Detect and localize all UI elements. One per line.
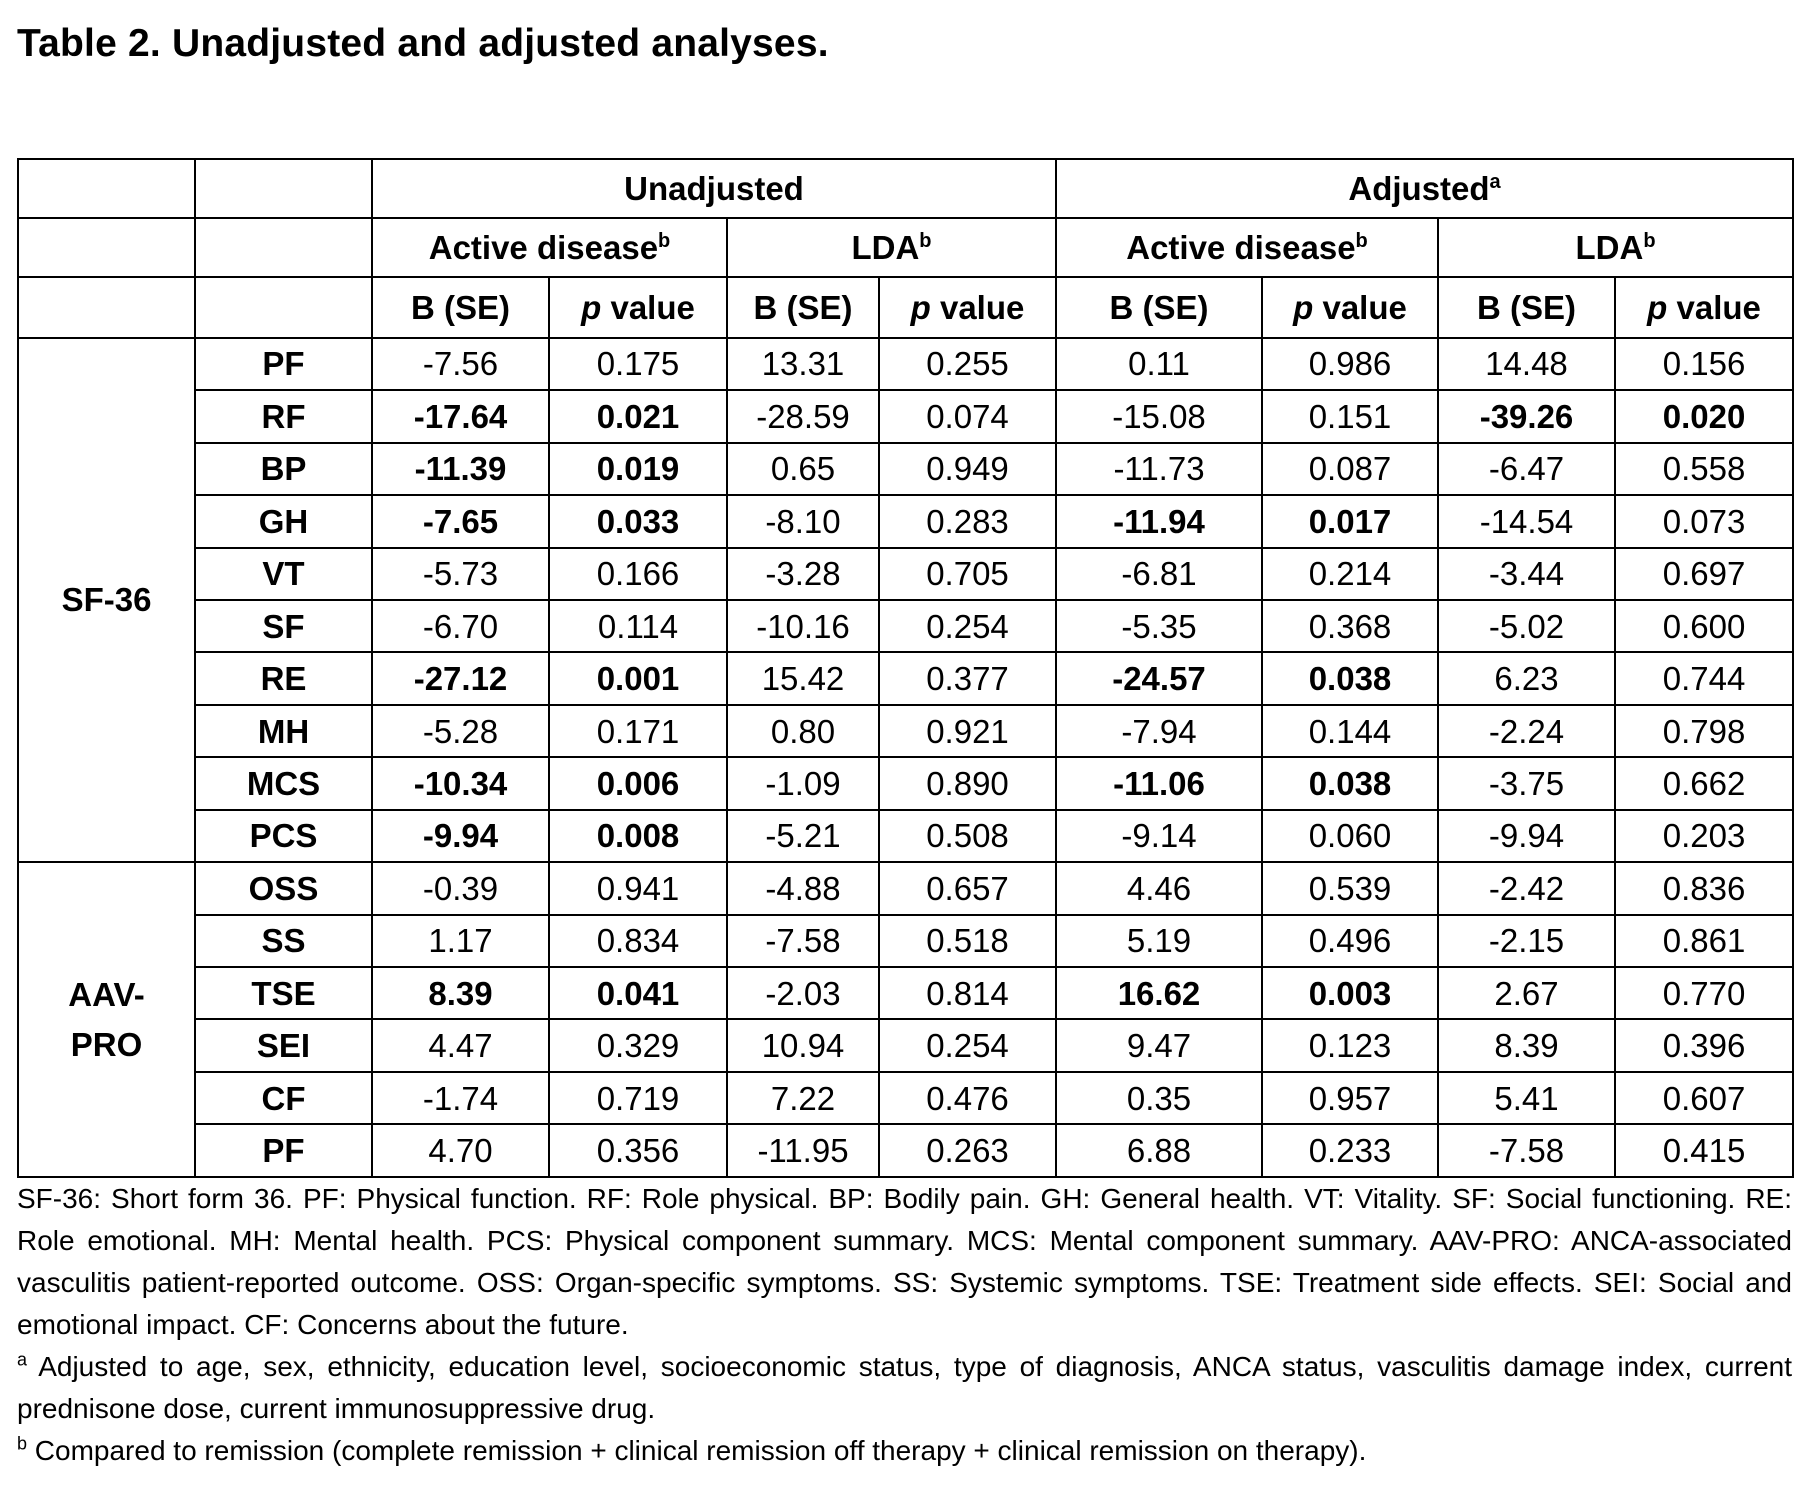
estimate-cell: -2.24: [1438, 705, 1615, 757]
empty-header-cell: [195, 277, 372, 337]
estimate-cell: -10.16: [727, 600, 879, 652]
p-value-cell: 0.814: [879, 967, 1056, 1019]
estimate-cell: -1.09: [727, 757, 879, 809]
row-label: RE: [195, 652, 372, 704]
estimate-cell: -11.95: [727, 1124, 879, 1177]
p-value-cell: 0.175: [549, 338, 727, 390]
empty-header-cell: [195, 218, 372, 277]
row-label: SEI: [195, 1019, 372, 1071]
p-value-cell: 0.151: [1262, 390, 1438, 442]
p-value-cell: 0.008: [549, 810, 727, 862]
estimate-cell: 1.17: [372, 915, 549, 967]
p-value-cell: 0.941: [549, 862, 727, 914]
table-notes: [17, 1178, 1792, 1472]
table-row: [18, 862, 1793, 914]
b-se-header: B (SE): [1056, 277, 1262, 337]
estimate-cell: -9.94: [1438, 810, 1615, 862]
unadj-lda-header: LDA$^b$: [727, 218, 1056, 277]
p-value-cell: 0.834: [549, 915, 727, 967]
header-row-2: [18, 218, 1793, 277]
p-value-cell: 0.396: [1615, 1019, 1793, 1071]
p-value-cell: 0.986: [1262, 338, 1438, 390]
p-value-cell: 0.600: [1615, 600, 1793, 652]
table-row: [18, 443, 1793, 495]
row-label: CF: [195, 1072, 372, 1124]
p-value-cell: 0.087: [1262, 443, 1438, 495]
unadjusted-header: Unadjusted: [372, 159, 1056, 218]
p-value-cell: 0.957: [1262, 1072, 1438, 1124]
estimate-cell: 7.22: [727, 1072, 879, 1124]
estimate-cell: 6.23: [1438, 652, 1615, 704]
p-value-cell: 0.508: [879, 810, 1056, 862]
estimate-cell: -5.73: [372, 548, 549, 600]
row-label: BP: [195, 443, 372, 495]
p-value-cell: 0.021: [549, 390, 727, 442]
p-value-cell: 0.171: [549, 705, 727, 757]
estimate-cell: 4.70: [372, 1124, 549, 1177]
estimate-cell: 0.65: [727, 443, 879, 495]
group-label-aavpro: AAV- PRO: [18, 862, 195, 1177]
estimate-cell: 5.41: [1438, 1072, 1615, 1124]
p-value-cell: 0.017: [1262, 495, 1438, 547]
p-value-cell: 0.254: [879, 1019, 1056, 1071]
p-value-cell: 0.518: [879, 915, 1056, 967]
row-label: MCS: [195, 757, 372, 809]
p-value-cell: 0.254: [879, 600, 1056, 652]
estimate-cell: -17.64: [372, 390, 549, 442]
p-value-cell: 0.144: [1262, 705, 1438, 757]
abbreviations-note: SF-36: Short form 36. PF: Physical function. RF: Role physical. BP: Bodily pain. GH: General health. VT: Vitality. SF: Social functioning. RE: Role emotional. MH: Mental health. PCS: Physical component summary. MCS: Mental component summary. AAV-PRO: ANCA-associated vasculitis patient-reported outcome. OSS: Organ-specific symptoms. SS: Systemic symptoms. TSE: Treatment side effects. SEI: Social and emotional impact. CF: Concerns about the future.: [17, 1183, 1792, 1340]
table-row: [18, 1124, 1793, 1177]
estimate-cell: -7.94: [1056, 705, 1262, 757]
adj-lda-header: LDA$^b$: [1438, 218, 1793, 277]
p-value-cell: 0.019: [549, 443, 727, 495]
estimate-cell: 0.80: [727, 705, 879, 757]
p-value-cell: 0.705: [879, 548, 1056, 600]
p-value-cell: 0.744: [1615, 652, 1793, 704]
p-value-cell: 0.415: [1615, 1124, 1793, 1177]
p-value-cell: 0.921: [879, 705, 1056, 757]
p-value-cell: 0.033: [549, 495, 727, 547]
row-label: GH: [195, 495, 372, 547]
estimate-cell: 13.31: [727, 338, 879, 390]
estimate-cell: -6.70: [372, 600, 549, 652]
table-row: [18, 338, 1793, 390]
p-value-cell: 0.329: [549, 1019, 727, 1071]
table-row: [18, 390, 1793, 442]
estimate-cell: -15.08: [1056, 390, 1262, 442]
b-se-header: B (SE): [727, 277, 879, 337]
p-value-cell: 0.356: [549, 1124, 727, 1177]
table-title: Table 2. Unadjusted and adjusted analyses.: [17, 22, 829, 65]
p-value-cell: 0.038: [1262, 652, 1438, 704]
results-table: [17, 158, 1794, 1178]
estimate-cell: 8.39: [1438, 1019, 1615, 1071]
row-label: PCS: [195, 810, 372, 862]
table-row: [18, 1072, 1793, 1124]
empty-header-cell: [18, 218, 195, 277]
footnote-b: $^b$ Compared to remission (complete remission + clinical remission off therapy + clinical remission on therapy).: [17, 1433, 1367, 1466]
estimate-cell: -7.65: [372, 495, 549, 547]
p-value-cell: 0.166: [549, 548, 727, 600]
estimate-cell: 8.39: [372, 967, 549, 1019]
table-row: [18, 705, 1793, 757]
p-value-cell: 0.770: [1615, 967, 1793, 1019]
footnote-a: $^a$ Adjusted to age, sex, ethnicity, education level, socioeconomic status, type of diagnosis, ANCA status, vasculitis damage index, current prednisone dose, current immunosuppressive drug.: [17, 1349, 1792, 1424]
p-value-cell: 0.214: [1262, 548, 1438, 600]
row-label: PF: [195, 338, 372, 390]
p-value-cell: 0.255: [879, 338, 1056, 390]
estimate-cell: -10.34: [372, 757, 549, 809]
table-row: [18, 600, 1793, 652]
p-value-cell: 0.263: [879, 1124, 1056, 1177]
row-label: TSE: [195, 967, 372, 1019]
row-label: RF: [195, 390, 372, 442]
estimate-cell: -6.47: [1438, 443, 1615, 495]
estimate-cell: -0.39: [372, 862, 549, 914]
p-value-cell: 0.123: [1262, 1019, 1438, 1071]
p-value-cell: 0.798: [1615, 705, 1793, 757]
empty-header-cell: [18, 277, 195, 337]
estimate-cell: -5.02: [1438, 600, 1615, 652]
estimate-cell: 9.47: [1056, 1019, 1262, 1071]
p-value-cell: 0.662: [1615, 757, 1793, 809]
estimate-cell: -8.10: [727, 495, 879, 547]
estimate-cell: 5.19: [1056, 915, 1262, 967]
p-value-cell: 0.203: [1615, 810, 1793, 862]
p-value-cell: 0.041: [549, 967, 727, 1019]
estimate-cell: 14.48: [1438, 338, 1615, 390]
p-value-header: p value: [549, 277, 727, 337]
row-label: OSS: [195, 862, 372, 914]
table-row: [18, 1019, 1793, 1071]
estimate-cell: 10.94: [727, 1019, 879, 1071]
row-label: SF: [195, 600, 372, 652]
estimate-cell: -2.03: [727, 967, 879, 1019]
p-value-cell: 0.539: [1262, 862, 1438, 914]
p-value-cell: 0.836: [1615, 862, 1793, 914]
row-label: VT: [195, 548, 372, 600]
estimate-cell: -7.56: [372, 338, 549, 390]
estimate-cell: -5.28: [372, 705, 549, 757]
p-value-cell: 0.377: [879, 652, 1056, 704]
estimate-cell: -3.44: [1438, 548, 1615, 600]
group-label-sf36: SF-36: [18, 338, 195, 862]
table-row: [18, 652, 1793, 704]
estimate-cell: -5.21: [727, 810, 879, 862]
p-value-cell: 0.697: [1615, 548, 1793, 600]
estimate-cell: -11.39: [372, 443, 549, 495]
p-value-cell: 0.719: [549, 1072, 727, 1124]
estimate-cell: 15.42: [727, 652, 879, 704]
p-value-cell: 0.496: [1262, 915, 1438, 967]
p-value-cell: 0.476: [879, 1072, 1056, 1124]
table-row: [18, 810, 1793, 862]
estimate-cell: -4.88: [727, 862, 879, 914]
adj-active-disease-header: Active disease$^b$: [1056, 218, 1438, 277]
estimate-cell: 0.11: [1056, 338, 1262, 390]
p-value-cell: 0.074: [879, 390, 1056, 442]
estimate-cell: 0.35: [1056, 1072, 1262, 1124]
p-value-cell: 0.283: [879, 495, 1056, 547]
header-row-1: [18, 159, 1793, 218]
row-label: SS: [195, 915, 372, 967]
estimate-cell: -2.15: [1438, 915, 1615, 967]
p-value-cell: 0.114: [549, 600, 727, 652]
estimate-cell: -28.59: [727, 390, 879, 442]
p-value-cell: 0.156: [1615, 338, 1793, 390]
p-value-cell: 0.073: [1615, 495, 1793, 547]
table-row: [18, 757, 1793, 809]
estimate-cell: -24.57: [1056, 652, 1262, 704]
estimate-cell: 6.88: [1056, 1124, 1262, 1177]
table-row: [18, 967, 1793, 1019]
empty-header-cell: [18, 159, 195, 218]
header-row-3: [18, 277, 1793, 337]
adjusted-header: Adjusted$^a$: [1056, 159, 1793, 218]
estimate-cell: 4.46: [1056, 862, 1262, 914]
estimate-cell: -3.28: [727, 548, 879, 600]
p-value-cell: 0.657: [879, 862, 1056, 914]
p-value-cell: 0.368: [1262, 600, 1438, 652]
p-value-cell: 0.060: [1262, 810, 1438, 862]
estimate-cell: -9.14: [1056, 810, 1262, 862]
estimate-cell: -5.35: [1056, 600, 1262, 652]
estimate-cell: -7.58: [727, 915, 879, 967]
estimate-cell: -11.73: [1056, 443, 1262, 495]
b-se-header: B (SE): [1438, 277, 1615, 337]
estimate-cell: -14.54: [1438, 495, 1615, 547]
estimate-cell: 4.47: [372, 1019, 549, 1071]
table-row: [18, 495, 1793, 547]
p-value-cell: 0.558: [1615, 443, 1793, 495]
estimate-cell: -27.12: [372, 652, 549, 704]
estimate-cell: -11.94: [1056, 495, 1262, 547]
estimate-cell: -11.06: [1056, 757, 1262, 809]
estimate-cell: -7.58: [1438, 1124, 1615, 1177]
estimate-cell: -1.74: [372, 1072, 549, 1124]
p-value-cell: 0.949: [879, 443, 1056, 495]
p-value-cell: 0.607: [1615, 1072, 1793, 1124]
p-value-cell: 0.020: [1615, 390, 1793, 442]
unadj-active-disease-header: Active disease$^b$: [372, 218, 727, 277]
estimate-cell: -3.75: [1438, 757, 1615, 809]
p-value-cell: 0.890: [879, 757, 1056, 809]
estimate-cell: -6.81: [1056, 548, 1262, 600]
empty-header-cell: [195, 159, 372, 218]
p-value-cell: 0.233: [1262, 1124, 1438, 1177]
p-value-cell: 0.006: [549, 757, 727, 809]
estimate-cell: -9.94: [372, 810, 549, 862]
estimate-cell: 2.67: [1438, 967, 1615, 1019]
estimate-cell: 16.62: [1056, 967, 1262, 1019]
table-row: [18, 548, 1793, 600]
p-value-cell: 0.861: [1615, 915, 1793, 967]
p-value-cell: 0.038: [1262, 757, 1438, 809]
p-value-header: p value: [879, 277, 1056, 337]
p-value-header: p value: [1615, 277, 1793, 337]
b-se-header: B (SE): [372, 277, 549, 337]
estimate-cell: -39.26: [1438, 390, 1615, 442]
p-value-header: p value: [1262, 277, 1438, 337]
p-value-cell: 0.003: [1262, 967, 1438, 1019]
row-label: PF: [195, 1124, 372, 1177]
estimate-cell: -2.42: [1438, 862, 1615, 914]
row-label: MH: [195, 705, 372, 757]
table-row: [18, 915, 1793, 967]
footnote-a-marker: a: [1489, 171, 1501, 194]
p-value-cell: 0.001: [549, 652, 727, 704]
